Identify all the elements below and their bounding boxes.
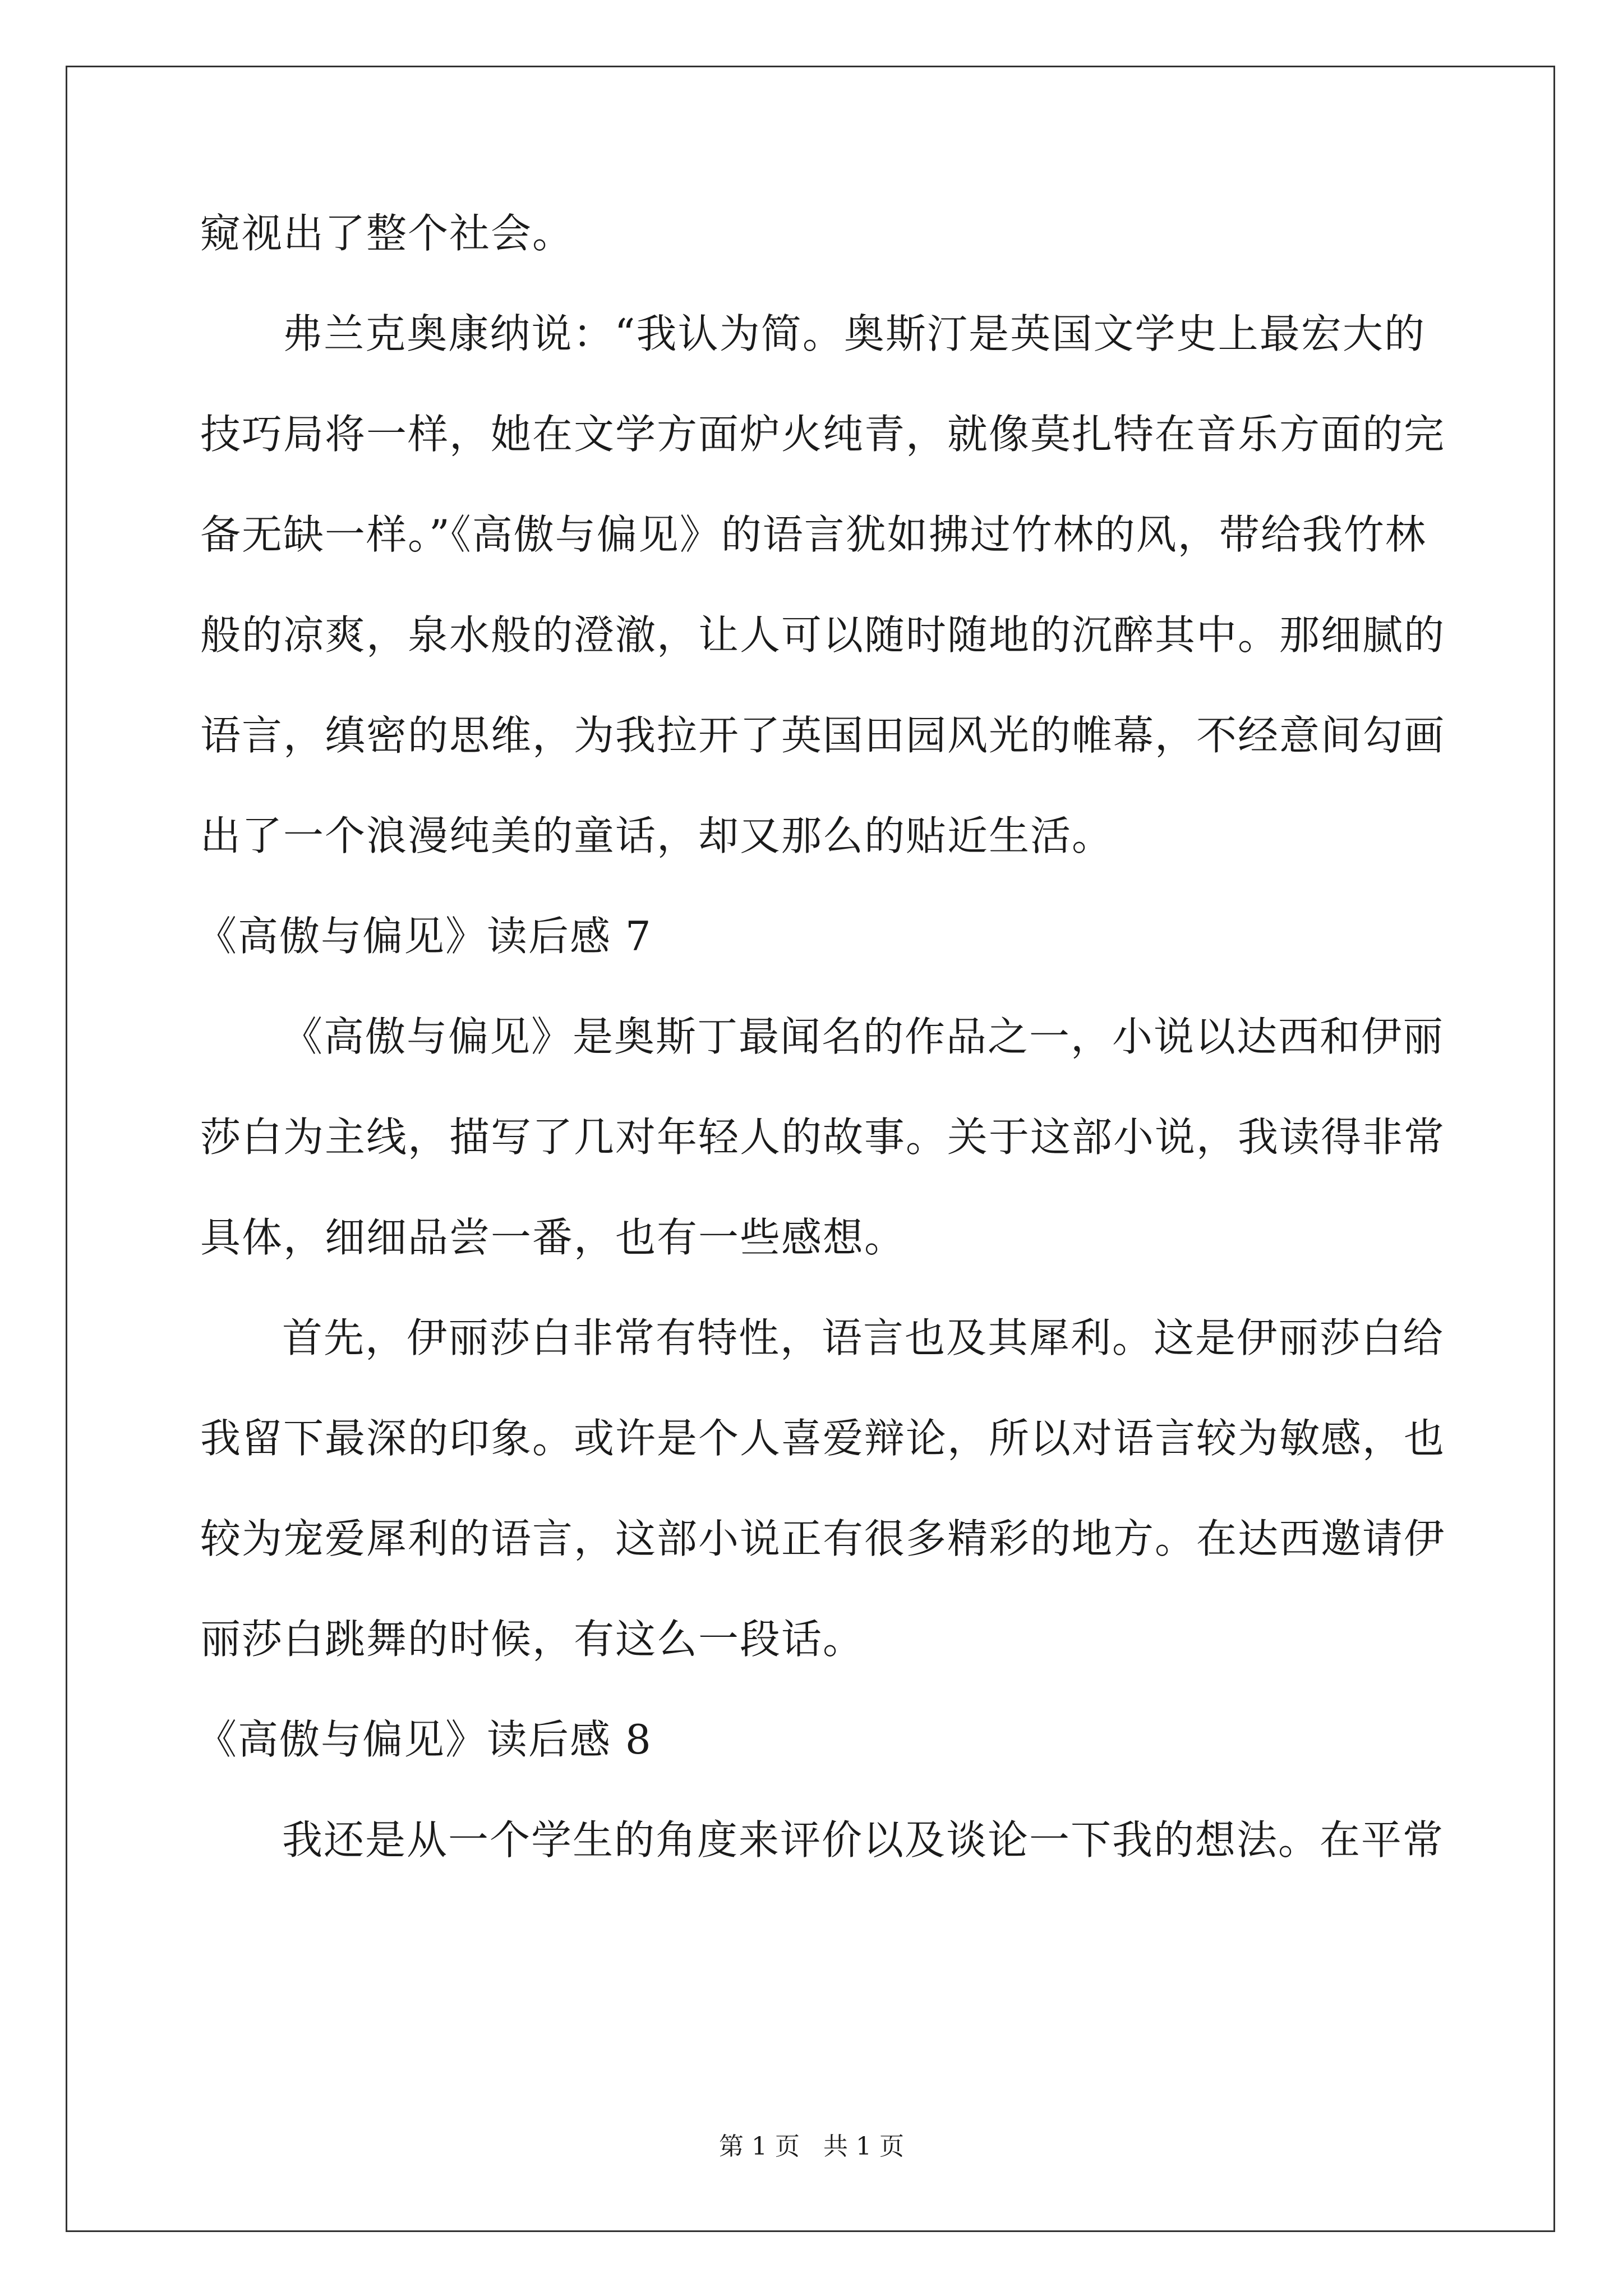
footer-gap bbox=[800, 2132, 823, 2161]
page-footer bbox=[0, 2130, 1623, 2164]
text-line: 技巧局将一样，她在文学方面炉火纯青，就像莫扎特在音乐方面的完 bbox=[200, 411, 1446, 458]
text-line: 具体，细细品尝一番，也有一些感想。 bbox=[200, 1214, 906, 1261]
text-line: 语言，缜密的思维，为我拉开了英国田园风光的帷幕，不经意间勾画 bbox=[200, 712, 1446, 759]
text-line: 首先，伊丽莎白非常有特性，语言也及其犀利。这是伊丽莎白给 bbox=[282, 1314, 1445, 1361]
text-line: 弗兰克奥康纳说：“我认为简。奥斯汀是英国文学史上最宏大的 bbox=[282, 310, 1426, 357]
text-line: 窥视出了整个社会。 bbox=[200, 210, 574, 257]
page-number: 第 1 页 bbox=[719, 2132, 800, 2161]
document-body bbox=[196, 205, 1446, 1912]
page-total: 共 1 页 bbox=[823, 2132, 904, 2161]
text-line: 较为宠爱犀利的语言，这部小说正有很多精彩的地方。在达西邀请伊 bbox=[200, 1515, 1446, 1562]
text-line: 我还是从一个学生的角度来评价以及谈论一下我的想法。在平常 bbox=[282, 1816, 1445, 1864]
text-line: 般的凉爽，泉水般的澄澈，让人可以随时随地的沉醉其中。那细腻的 bbox=[200, 611, 1446, 659]
text-line: 备无缺一样。”《高傲与偏见》的语言犹如拂过竹林的风，带给我竹林 bbox=[200, 511, 1427, 558]
text-line: 丽莎白跳舞的时候，有这么一段话。 bbox=[200, 1616, 865, 1663]
text-line: 我留下最深的印象。或许是个人喜爱辩论，所以对语言较为敏感，也 bbox=[200, 1415, 1446, 1462]
section-heading: 《高傲与偏见》读后感 8 bbox=[196, 1716, 652, 1763]
text-line: 出了一个浪漫纯美的童话，却又那么的贴近生活。 bbox=[200, 812, 1114, 859]
text-line: 《高傲与偏见》是奥斯丁最闻名的作品之一，小说以达西和伊丽 bbox=[282, 1013, 1445, 1060]
section-heading: 《高傲与偏见》读后感 7 bbox=[196, 913, 652, 960]
text-line: 莎白为主线，描写了几对年轻人的故事。关于这部小说，我读得非常 bbox=[200, 1114, 1446, 1161]
